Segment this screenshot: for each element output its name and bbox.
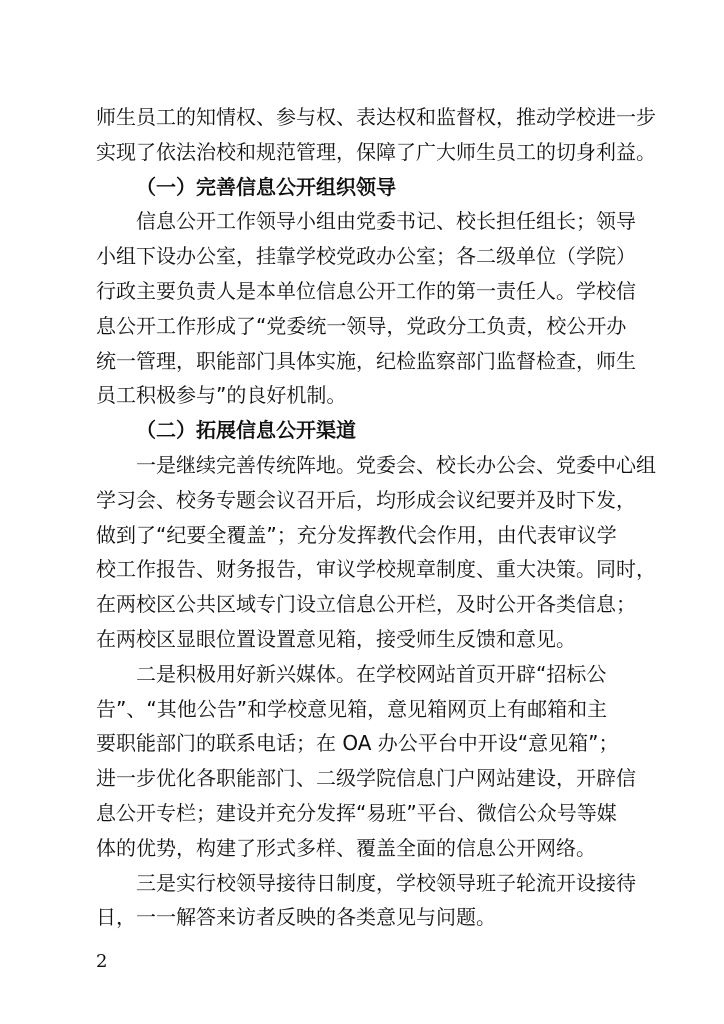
section-heading-2: （二）拓展信息公开渠道 — [136, 418, 356, 443]
text-line: 告”、“其他公告”和学校意见箱，意见箱网页上有邮箱和主 — [96, 696, 608, 721]
text-line: 行政主要负责人是本单位信息公开工作的第一责任人。学校信 — [96, 278, 636, 303]
paragraph-first-line: 信息公开工作领导小组由党委书记、校长担任组长；领导 — [136, 209, 636, 234]
page-number: 2 — [96, 951, 108, 972]
text-line: 在两校区显眼位置设置意见箱，接受师生反馈和意见。 — [96, 626, 576, 651]
text-line: 实现了依法治校和规范管理，保障了广大师生员工的切身利益。 — [96, 139, 656, 164]
paragraph-first-line: 一是继续完善传统阵地。党委会、校长办公会、党委中心组 — [136, 452, 656, 477]
text-line: 做到了“纪要全覆盖”；充分发挥教代会作用，由代表审议学 — [96, 522, 617, 547]
text-line: 息公开专栏；建设并充分发挥“易班”平台、微信公众号等媒 — [96, 800, 617, 825]
text-line: 息公开工作形成了“党委统一领导，党政分工负责，校公开办 — [96, 313, 627, 338]
section-heading-1: （一）完善信息公开组织领导 — [136, 174, 396, 199]
paragraph-first-line: 二是积极用好新兴媒体。在学校网站首页开辟“招标公 — [136, 661, 607, 686]
text-line: 统一管理，职能部门具体实施，纪检监察部门监督检查，师生 — [96, 348, 636, 373]
text-line: 在两校区公共区域专门设立信息公开栏，及时公开各类信息； — [96, 592, 636, 617]
text-line: 体的优势，构建了形式多样、覆盖全面的信息公开网络。 — [96, 835, 596, 860]
text-line: 日，一一解答来访者反映的各类意见与问题。 — [96, 905, 496, 930]
text-line: 校工作报告、财务报告，审议学校规章制度、重大决策。同时， — [96, 557, 656, 582]
text-line: 要职能部门的联系电话；在 OA 办公平台中开设“意见箱”； — [96, 731, 619, 756]
paragraph-first-line: 三是实行校领导接待日制度，学校领导班子轮流开设接待 — [136, 870, 636, 895]
text-line: 进一步优化各职能部门、二级学院信息门户网站建设，开辟信 — [96, 766, 636, 791]
text-line: 师生员工的知情权、参与权、表达权和监督权，推动学校进一步 — [96, 105, 656, 129]
document-page — [96, 100, 656, 935]
text-line: 学习会、校务专题会议召开后，均形成会议纪要并及时下发， — [96, 487, 636, 512]
text-line: 员工积极参与”的良好机制。 — [96, 383, 347, 408]
text-line: 小组下设办公室，挂靠学校党政办公室；各二级单位（学院） — [96, 244, 636, 269]
